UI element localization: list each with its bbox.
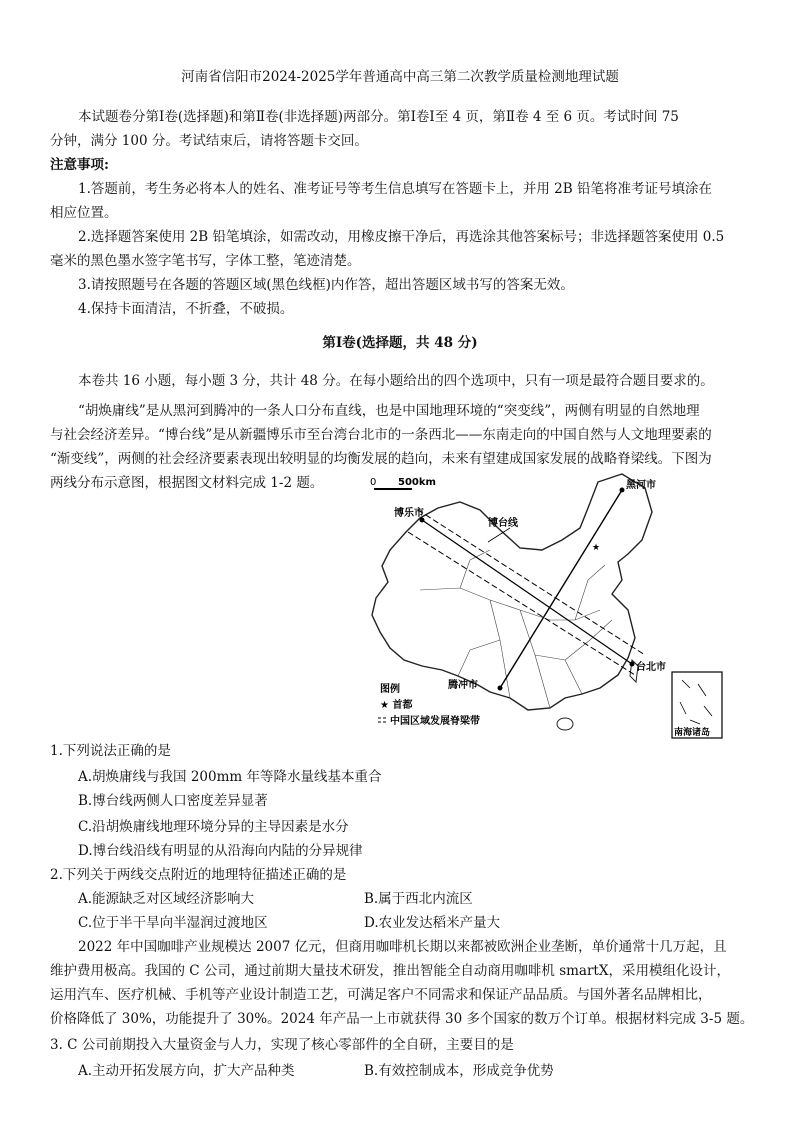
passage-1-line-4: 两线分布示意图，根据图文材料完成 1-2 题。 <box>50 475 324 491</box>
scale-label: 500km <box>398 477 436 488</box>
botai-line <box>422 520 632 664</box>
label-bole: 博乐市 <box>394 508 424 519</box>
q3-stem: 3. C 公司前期投入大量资金与人力，实现了核心零部件的全自研，主要目的是 <box>50 1037 514 1053</box>
section-description: 本卷共 16 小题，每小题 3 分，共计 48 分。在每小题给出的四个选项中，只有一项是最符合题目要求的。 <box>78 373 714 389</box>
q1-stem: 1.下列说法正确的是 <box>50 743 171 759</box>
notice-heading: 注意事项: <box>50 157 109 173</box>
capital-star-icon: ★ <box>592 543 601 553</box>
label-tengchong: 腾冲市 <box>448 680 478 691</box>
notice-item-3: 3.请按照题号在各题的答题区域(黑色线框)内作答，超出答题区域书写的答案无效。 <box>78 277 574 293</box>
q2-option-b: B.属于西北内流区 <box>364 891 473 907</box>
page-title: 河南省信阳市2024-2025学年普通高中高三第二次教学质量检测地理试题 <box>181 69 619 85</box>
scale-zero: 0 <box>370 477 377 488</box>
q1-option-b: B.博台线两侧人口密度差异显著 <box>78 793 268 809</box>
label-botai-line: 博台线 <box>488 518 518 529</box>
q2-stem: 2.下列关于两线交点附近的地理特征描述正确的是 <box>50 867 347 883</box>
notice-item-4: 4.保持卡面清洁，不折叠，不破损。 <box>78 301 294 317</box>
q2-option-c: C.位于半干旱向半湿润过渡地区 <box>78 915 268 931</box>
label-south-sea: 南海诸岛 <box>674 728 711 738</box>
passage-1-line-2: 与社会经济差异。“博台线”是从新疆博乐市至台湾台北市的一条西北——东南走向的中国自然与人文地理要素的 <box>50 427 712 443</box>
q2-option-a: A.能源缺乏对区域经济影响大 <box>78 891 255 907</box>
notice-item-2: 2.选择题答案使用 2B 铅笔填涂，如需改动，用橡皮擦干净后，再选涂其他答案标号；非选择题答案使用 0.5 <box>78 229 725 245</box>
intro-line-2: 分钟，满分 100 分。考试结束后，请将答题卡交回。 <box>50 133 368 149</box>
notice-item-1-cont: 相应位置。 <box>50 205 118 221</box>
legend-capital: ★ 首都 <box>380 700 413 711</box>
passage-1-line-1: “胡焕庸线”是从黑河到腾冲的一条人口分布直线，也是中国地理环境的“突变线”，两侧有明显的自然地理 <box>78 403 700 419</box>
passage-2-line-3: 运用汽车、医疗机械、手机等产业设计制造工艺，可满足客户不同需求和保证产品品质。与国外著名品牌相比， <box>50 987 712 1003</box>
passage-1-line-3: “渐变线”，两侧的社会经济要素表现出较明显的均衡发展的趋向，未来有望建成国家发展的战略脊梁线。下图为 <box>50 451 712 467</box>
botai-band-upper <box>418 510 645 655</box>
label-heihe: 黑河市 <box>626 480 656 491</box>
q3-option-a: A.主动开拓发展方向，扩大产品种类 <box>78 1063 295 1079</box>
q2-option-d: D.农业发达稻米产量大 <box>364 915 501 931</box>
intro-line-1: 本试题卷分第Ⅰ卷(选择题)和第Ⅱ卷(非选择题)两部分。第Ⅰ卷Ⅰ至 4 页，第Ⅱ卷 4 至 6 页。考试时间 75 <box>78 109 679 125</box>
q1-option-a: A.胡焕庸线与我国 200mm 年等降水量线基本重合 <box>78 769 382 785</box>
label-taibei: 台北市 <box>636 662 666 673</box>
passage-2-line-1: 2022 年中国咖啡产业规模达 2007 亿元，但商用咖啡机长期以来都被欧洲企业垄断，单价通常十几万起，且 <box>78 939 727 955</box>
hu-line <box>500 490 622 688</box>
passage-2-line-2: 维护费用极高。我国的 C 公司，通过前期大量技术研发，推出智能全自动商用咖啡机 smartX，采用模组化设计， <box>50 963 730 979</box>
notice-item-2-cont: 毫米的黑色墨水签字笔书写，字体工整，笔迹清楚。 <box>50 253 361 269</box>
q1-option-d: D.博台线沿线有明显的从沿海向内陆的分异规律 <box>78 843 363 859</box>
two-lines-map <box>360 470 730 745</box>
section-heading: 第Ⅰ卷(选择题，共 48 分) <box>322 335 478 351</box>
q3-option-b: B.有效控制成本，形成竞争优势 <box>364 1063 554 1079</box>
q1-option-c: C.沿胡焕庸线地理环境分异的主导因素是水分 <box>78 819 349 835</box>
passage-2-line-4: 价格降低了 30%，功能提升了 30%。2024 年产品一上市就获得 30 多个国家的数万个订单。根据材料完成 3-5 题。 <box>50 1011 754 1027</box>
legend-title: 图例 <box>380 684 400 695</box>
notice-item-1: 1.答题前，考生务必将本人的姓名、准考证号等考生信息填写在答题卡上，并用 2B 铅笔将准考证号填涂在 <box>78 181 712 197</box>
legend-belt: 中国区域发展脊梁带 <box>390 716 480 727</box>
